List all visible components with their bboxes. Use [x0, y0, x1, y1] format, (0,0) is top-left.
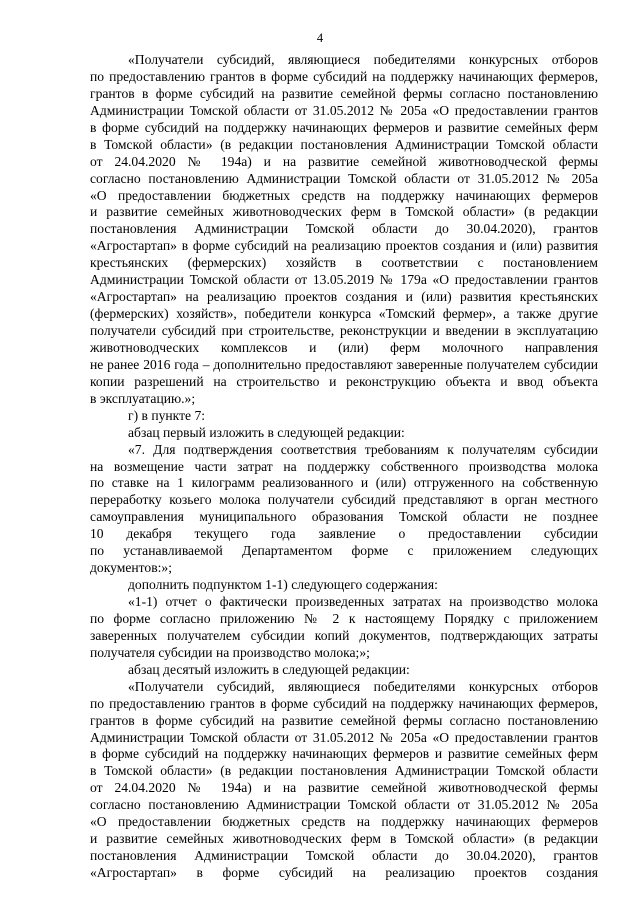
text-line: «1-1) отчет о фактически произведенных затратах на производство молока	[128, 594, 598, 609]
text-line: постановления Администрации Томской области до 30.04.2020), грантов	[90, 221, 598, 237]
text-line: согласно постановлению Администрации Томской области от 31.05.2012 № 205а	[90, 170, 598, 186]
text-line: согласно постановлению Администрации Томской области от 31.05.2012 № 205а	[90, 797, 598, 813]
document-body	[90, 52, 598, 882]
text-line: 10 декабря текущего года заявление о предоставлении субсидии	[90, 526, 598, 542]
text-line: заверенных получателем субсидии копий документов, подтверждающих затраты	[90, 627, 598, 643]
text-line: по ставке на 1 килограмм реализованного и (или) отгруженного на собственную	[90, 475, 598, 491]
text-line: Администрации Томской области от 31.05.2012 № 205а «О предоставлении грантов	[90, 729, 598, 745]
text-line: и развитие семейных животноводческих ферм в Томской области» (в редакции	[90, 204, 598, 220]
text-line: в Томской области» (в редакции постановления Администрации Томской области	[90, 136, 598, 152]
text-line: «О предоставлении бюджетных средств на поддержку начинающих фермеров	[90, 187, 598, 203]
text-line: «О предоставлении бюджетных средств на поддержку начинающих фермеров	[90, 814, 598, 830]
text-line: грантов в форме субсидий на развитие семейной фермы согласно постановлению	[90, 85, 598, 101]
text-line: Администрации Томской области от 31.05.2012 № 205а «О предоставлении грантов	[90, 102, 598, 118]
text-line: на возмещение части затрат на поддержку собственного производства молока	[90, 458, 598, 474]
text-line: Администрации Томской области от 13.05.2019 № 179а «О предоставлении грантов	[90, 272, 598, 288]
text-line: животноводческих комплексов и (или) ферм молочного направления	[90, 339, 598, 355]
text-line: и развитие семейных животноводческих ферм в Томской области» (в редакции	[90, 831, 598, 847]
text-line: «Агростартап» в форме субсидий на реализацию проектов создания	[90, 865, 598, 880]
text-line: «Получатели субсидий, являющиеся победителями конкурсных отборов	[128, 678, 598, 694]
text-line: по предоставлению грантов в форме субсидий на поддержку начинающих фермеров,	[90, 68, 598, 84]
text-line: крестьянских (фермерских) хозяйств в соответствии с постановлением	[90, 255, 598, 271]
text-line: по форме согласно приложению № 2 к настоящему Порядку с приложением	[90, 610, 598, 626]
text-line: абзац первый изложить в следующей редакции:	[128, 424, 405, 440]
page-number: 4	[316, 31, 324, 45]
text-line: документов:»;	[90, 560, 172, 576]
text-line: получатели субсидий при строительстве, реконструкции и введении в эксплуатацию	[90, 323, 598, 338]
text-line: копии разрешений на строительство и реконструкцию объекта и ввод объекта	[90, 373, 598, 389]
text-line: постановления Администрации Томской области до 30.04.2020), грантов	[90, 848, 598, 864]
text-line: абзац десятый изложить в следующей редакции:	[128, 661, 410, 677]
text-line: «7. Для подтверждения соответствия требованиям к получателям субсидии	[128, 441, 598, 457]
text-line: «Агростартап» на реализацию проектов создания и (или) развития крестьянских	[90, 289, 598, 305]
text-line: самоуправления муниципального образования Томской области не позднее	[90, 509, 598, 525]
text-line: в форме субсидий на поддержку начинающих фермеров и развитие семейных ферм	[90, 119, 598, 135]
text-line: от 24.04.2020 № 194а) и на развитие семейной животноводческой фермы	[90, 780, 598, 796]
text-line: получателя субсидии на производство молока;»;	[90, 644, 370, 660]
text-line: в эксплуатацию.»;	[90, 390, 196, 406]
text-line: от 24.04.2020 № 194а) и на развитие семейной животноводческой фермы	[90, 153, 598, 169]
text-line: г) в пункте 7:	[128, 407, 206, 423]
text-line: не ранее 2016 года – дополнительно предоставляют заверенные получателем субсидии	[90, 356, 598, 372]
text-line: в Томской области» (в редакции постановления Администрации Томской области	[90, 763, 598, 779]
text-line: дополнить подпунктом 1-1) следующего содержания:	[128, 577, 438, 593]
text-line: грантов в форме субсидий на развитие семейной фермы согласно постановлению	[90, 712, 598, 728]
text-line: переработку козьего молока получатели субсидий представляют в орган местного	[90, 492, 598, 508]
text-line: «Получатели субсидий, являющиеся победителями конкурсных отборов	[128, 52, 598, 67]
text-line: «Агростартап» в форме субсидий на реализацию проектов создания и (или) развития	[90, 238, 598, 254]
text-line: в форме субсидий на поддержку начинающих фермеров и развитие семейных ферм	[90, 746, 598, 762]
text-line: по предоставлению грантов в форме субсидий на поддержку начинающих фермеров,	[90, 695, 598, 711]
text-line: (фермерских) хозяйств», победители конкурса «Томский фермер», а также другие	[90, 306, 598, 322]
text-line: по устанавливаемой Департаментом форме с приложением следующих	[90, 543, 598, 559]
